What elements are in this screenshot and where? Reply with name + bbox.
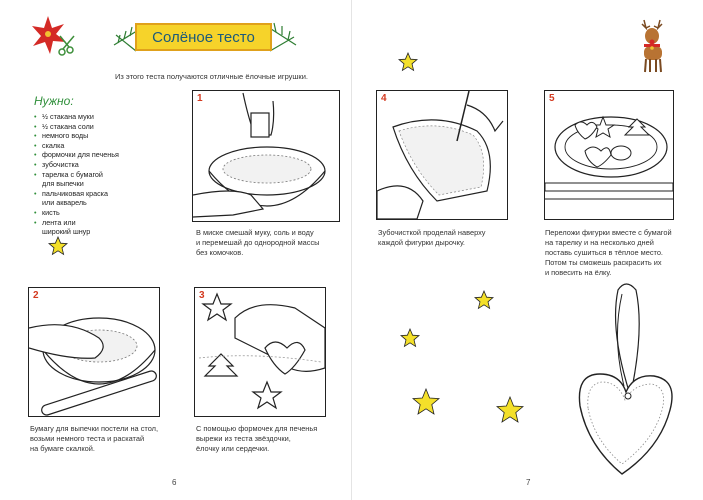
list-item: • немного воды [34, 131, 119, 141]
caption-line: Бумагу для выпечки постели на стол, [30, 424, 159, 433]
caption-line: В миске смешай муку, соль и воду [196, 228, 314, 237]
mixing-bowl-illustration [193, 91, 339, 221]
step-3-caption [196, 424, 346, 454]
heart-ornament-illustration [570, 278, 680, 488]
star-icon [474, 290, 494, 310]
step-number: 3 [199, 290, 205, 301]
materials-list [34, 112, 119, 237]
list-item: • зубочистка [34, 160, 119, 170]
caption-line: и повесить на ёлку. [545, 268, 612, 277]
caption-line: Потом ты сможешь раскрасить их [545, 258, 662, 267]
caption-line: и перемешай до однородной массы [196, 238, 320, 247]
step-2-caption [30, 424, 180, 454]
cookie-cutters-illustration [195, 288, 325, 416]
star-icon [398, 52, 418, 72]
title-text: Солёное тесто [152, 28, 255, 46]
caption-line: на бумаге скалкой. [30, 444, 95, 453]
star-icon [400, 328, 420, 348]
step-5-illustration [544, 90, 674, 220]
needs-title: Нужно: [34, 94, 74, 108]
reindeer-icon [630, 14, 678, 78]
star-icon [412, 388, 440, 416]
step-2-illustration [28, 287, 160, 417]
caption-line: С помощью формочек для печенья [196, 424, 318, 433]
star-icon [496, 396, 524, 424]
list-item: • пальчиковая краска [34, 189, 119, 199]
step-1-caption [196, 228, 346, 258]
list-item: • ½ стакана муки [34, 112, 119, 122]
list-item: • кисть [34, 208, 119, 218]
step-4-caption [378, 228, 528, 248]
kneading-dough-illustration [29, 288, 159, 416]
caption-line: Переложи фигурки вместе с бумагой [545, 228, 672, 237]
toothpick-hole-illustration [377, 91, 507, 219]
caption-line: поставь сушиться в тёплое место. [545, 248, 663, 257]
caption-line: без комочков. [196, 248, 244, 257]
drying-plate-illustration [545, 91, 673, 219]
intro-text: Из этого теста получаются отличные ёлочные игрушки. [115, 72, 308, 81]
caption-line: каждой фигурки дырочку. [378, 238, 465, 247]
list-item: • ½ стакана соли [34, 122, 119, 132]
list-item: или акварель [42, 198, 87, 208]
list-item: • тарелка с бумагой [34, 170, 119, 180]
list-item: • скалка [34, 141, 119, 151]
step-3-illustration [194, 287, 326, 417]
step-4-illustration [376, 90, 508, 220]
step-number: 4 [381, 93, 387, 104]
list-item: • лента или [34, 218, 119, 228]
step-number: 5 [549, 93, 555, 104]
page-title [135, 23, 272, 51]
step-5-caption [545, 228, 701, 278]
page-number-right: 7 [526, 478, 531, 487]
step-number: 2 [33, 290, 39, 301]
list-item: широкий шнур [42, 227, 91, 237]
list-item: • формочки для печенья [34, 150, 119, 160]
poinsettia-icon [30, 14, 80, 58]
page-gutter [351, 0, 352, 500]
caption-line: ёлочку или сердечки. [196, 444, 270, 453]
caption-line: возьми немного теста и раскатай [30, 434, 145, 443]
step-1-illustration [192, 90, 340, 222]
caption-line: на тарелку и на несколько дней [545, 238, 654, 247]
caption-line: вырежи из теста звёздочки, [196, 434, 291, 443]
list-item: для выпечки [42, 179, 84, 189]
star-icon [48, 236, 68, 256]
caption-line: Зубочисткой проделай наверху [378, 228, 486, 237]
page-number-left: 6 [172, 478, 177, 487]
step-number: 1 [197, 93, 203, 104]
